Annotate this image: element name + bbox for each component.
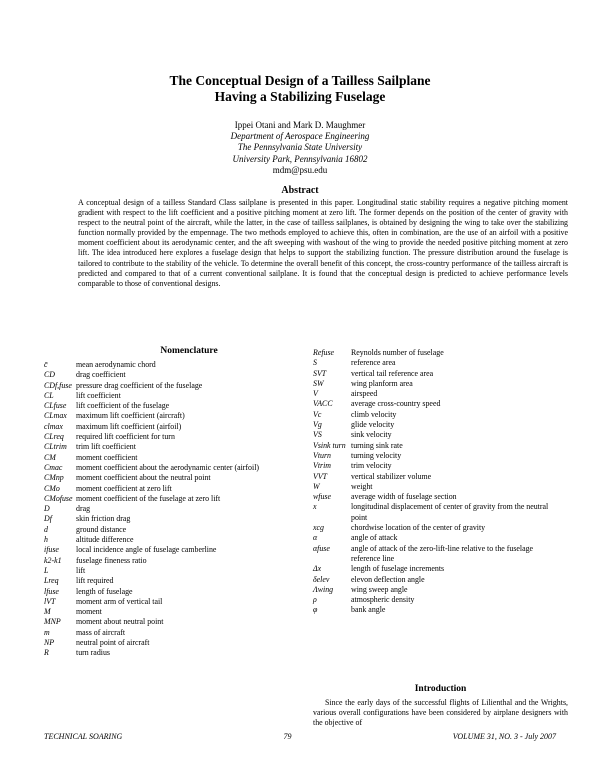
- nomenclature-entry: [44, 514, 344, 524]
- nomenclature-description: moment about neutral point: [76, 617, 164, 627]
- nomenclature-symbol: α: [313, 533, 318, 543]
- nomenclature-entry: [313, 472, 563, 482]
- nomenclature-entry: [44, 638, 344, 648]
- nomenclature-entry: [44, 484, 344, 494]
- nomenclature-description: pressure drag coefficient of the fuselage: [76, 380, 203, 390]
- nomenclature-description: length of fuselage: [76, 586, 133, 596]
- nomenclature-symbol: h: [44, 535, 48, 545]
- nomenclature-entry: [313, 451, 563, 461]
- introduction-text: Since the early days of the successful flights of Lilienthal and the Wrights, various overall configurations have been considered by airplane designers with the objective of: [313, 698, 568, 728]
- footer-journal: TECHNICAL SOARING: [44, 732, 123, 741]
- nomenclature-symbol: lVT: [44, 596, 56, 606]
- nomenclature-left-column: [44, 360, 344, 659]
- nomenclature-symbol: m: [44, 627, 50, 637]
- nomenclature-description: moment coefficient about the neutral point: [76, 473, 211, 483]
- nomenclature-description: ground distance: [76, 524, 127, 534]
- nomenclature-entry: [44, 442, 344, 452]
- nomenclature-description: weight: [351, 481, 373, 491]
- nomenclature-description: angle of attack of the zero-lift-line relative to the fuselage reference line: [351, 543, 534, 563]
- nomenclature-description: lift coefficient: [76, 390, 121, 400]
- nomenclature-entry: [313, 595, 563, 605]
- nomenclature-description: vertical stabilizer volume: [351, 471, 432, 481]
- nomenclature-symbol: Lreq: [44, 576, 59, 586]
- nomenclature-entry: [313, 575, 563, 585]
- nomenclature-right-column: [313, 348, 563, 616]
- nomenclature-symbol: δelev: [313, 574, 330, 584]
- nomenclature-description: longitudinal displacement of center of gravity from the neutral point: [351, 502, 549, 522]
- nomenclature-entry: [44, 607, 344, 617]
- nomenclature-entry: [313, 410, 563, 420]
- nomenclature-entry: [313, 482, 563, 492]
- nomenclature-description: maximum lift coefficient (aircraft): [76, 411, 185, 421]
- nomenclature-entry: [313, 358, 563, 368]
- nomenclature-symbol: VVT: [313, 471, 328, 481]
- nomenclature-entry: [44, 370, 344, 380]
- nomenclature-description: moment coefficient at zero lift: [76, 483, 172, 493]
- nomenclature-entry: [44, 453, 344, 463]
- nomenclature-description: atmospheric density: [351, 595, 415, 605]
- nomenclature-description: fuselage fineness ratio: [76, 555, 147, 565]
- nomenclature-symbol: CM: [44, 452, 56, 462]
- nomenclature-entry: [313, 420, 563, 430]
- nomenclature-entry: [44, 432, 344, 442]
- nomenclature-entry: [313, 441, 563, 451]
- nomenclature-description: required lift coefficient for turn: [76, 432, 175, 442]
- nomenclature-entry: [44, 617, 344, 627]
- nomenclature-description: Reynolds number of fuselage: [351, 348, 444, 357]
- nomenclature-symbol: CLtrim: [44, 442, 67, 452]
- nomenclature-symbol: wfuse: [313, 492, 331, 502]
- nomenclature-description: wing sweep angle: [351, 584, 408, 594]
- nomenclature-symbol: L: [44, 565, 49, 575]
- nomenclature-symbol: ifuse: [44, 545, 59, 555]
- nomenclature-entry: [313, 348, 563, 358]
- nomenclature-symbol: Vc: [313, 409, 322, 419]
- nomenclature-description: neutral point of aircraft: [76, 638, 150, 648]
- nomenclature-symbol: R: [44, 648, 49, 658]
- nomenclature-description: turning velocity: [351, 450, 402, 460]
- affiliation-address: University Park, Pennsylvania 16802: [232, 153, 368, 164]
- nomenclature-description: length of fuselage increments: [351, 564, 445, 574]
- nomenclature-description: vertical tail reference area: [351, 368, 434, 378]
- nomenclature-entry: [313, 585, 563, 595]
- nomenclature-symbol: CLfuse: [44, 401, 67, 411]
- nomenclature-description: climb velocity: [351, 409, 397, 419]
- nomenclature-entry: [44, 648, 344, 658]
- nomenclature-symbol: xcg: [313, 523, 324, 533]
- nomenclature-symbol: V: [313, 389, 318, 399]
- nomenclature-entry: [313, 389, 563, 399]
- nomenclature-entry: [313, 605, 563, 615]
- nomenclature-symbol: k2-k1: [44, 555, 62, 565]
- nomenclature-symbol: Cmac: [44, 462, 63, 472]
- abstract-text: A conceptual design of a tailless Standard Class sailplane is presented in this paper. Longitudinal static stability requires a negative pitching moment gradient with respect to the lift coefficient and a positive pitching moment at zero lift. The former depends on the position of the center of gravity with respect to the neutral point of the aircraft, while the latter, in the case of tailless sailplanes, is obtained by designing the wing to take over the stabilizing function normally provided by the empennage. The two methods employed to achieve this, often in combination, are the use of an airfoil with a positive moment coefficient about its aerodynamic center, and the aft sweeping with washout of the wing to provide the needed positive pitching moment at zero lift. The idea introduced here explores a fuselage design that helps to support the stabilizing function. The pressure distribution around the fuselage is tailored to contribute to the stability of the vehicle. To determine the overall benefit of this concept, the cross-country performance of the tailless aircraft is predicted and compared to that of a current conventional sailplane. It is found that the conceptual design is predicted to achieve performance levels comparable to those of conventional designs.: [78, 198, 568, 288]
- nomenclature-description: airspeed: [351, 389, 378, 399]
- nomenclature-description: turning sink rate: [351, 440, 403, 450]
- nomenclature-entry: [44, 535, 344, 545]
- nomenclature-description: maximum lift coefficient (airfoil): [76, 421, 182, 431]
- abstract-heading: Abstract: [281, 185, 319, 196]
- nomenclature-symbol: SW: [313, 378, 324, 388]
- nomenclature-description: moment coefficient about the aerodynamic center (airfoil): [76, 462, 260, 472]
- nomenclature-entry: [44, 422, 344, 432]
- nomenclature-symbol: d: [44, 524, 48, 534]
- nomenclature-symbol: CMnp: [44, 473, 64, 483]
- nomenclature-symbol: W: [313, 481, 320, 491]
- nomenclature-entry: [44, 411, 344, 421]
- nomenclature-symbol: SVT: [313, 368, 327, 378]
- nomenclature-entry: [44, 381, 344, 391]
- nomenclature-description: trim velocity: [351, 461, 392, 471]
- nomenclature-symbol: αfuse: [313, 543, 330, 553]
- nomenclature-entry: [313, 369, 563, 379]
- nomenclature-entry: [313, 523, 563, 533]
- nomenclature-symbol: ρ: [313, 595, 317, 605]
- paper-title: [0, 73, 600, 105]
- nomenclature-symbol: Df: [44, 514, 52, 524]
- nomenclature-symbol: CMofuse: [44, 493, 73, 503]
- nomenclature-symbol: Refuse: [313, 348, 335, 357]
- page-footer: [44, 732, 556, 741]
- author-names: Ippei Otani and Mark D. Maughmer: [234, 120, 366, 130]
- nomenclature-entry: [44, 556, 344, 566]
- nomenclature-symbol: φ: [313, 605, 318, 615]
- nomenclature-description: glide velocity: [351, 420, 395, 430]
- nomenclature-entry: [313, 533, 563, 543]
- nomenclature-symbol: CD: [44, 370, 55, 380]
- nomenclature-description: moment coefficient: [76, 452, 138, 462]
- nomenclature-entry: [313, 544, 563, 565]
- nomenclature-symbol: Λwing: [313, 584, 334, 594]
- nomenclature-symbol: VACC: [313, 399, 333, 409]
- nomenclature-entry: [313, 379, 563, 389]
- nomenclature-description: mass of aircraft: [76, 627, 126, 637]
- nomenclature-entry: [44, 360, 344, 370]
- nomenclature-description: bank angle: [351, 605, 386, 615]
- nomenclature-entry: [313, 564, 563, 574]
- nomenclature-description: lift required: [76, 576, 114, 586]
- nomenclature-symbol: x: [313, 502, 317, 512]
- nomenclature-symbol: CL: [44, 390, 54, 400]
- nomenclature-symbol: Vtrim: [313, 461, 331, 471]
- footer-issue: VOLUME 31, NO. 3 - July 2007: [452, 732, 556, 741]
- introduction-heading: Introduction: [414, 684, 467, 694]
- nomenclature-symbol: CLreq: [44, 432, 64, 442]
- nomenclature-description: drag coefficient: [76, 370, 126, 380]
- author-block: [0, 120, 600, 176]
- nomenclature-entry: [44, 401, 344, 411]
- nomenclature-description: elevon deflection angle: [351, 574, 425, 584]
- nomenclature-symbol: c̄: [44, 360, 48, 369]
- nomenclature-symbol: S: [313, 358, 317, 368]
- nomenclature-entry: [44, 525, 344, 535]
- nomenclature-description: skin friction drag: [76, 514, 131, 524]
- nomenclature-description: drag: [76, 504, 91, 514]
- nomenclature-description: average width of fuselage section: [351, 492, 457, 502]
- nomenclature-entry: [313, 430, 563, 440]
- nomenclature-entry: [44, 463, 344, 473]
- nomenclature-entry: [313, 461, 563, 471]
- nomenclature-description: moment arm of vertical tail: [76, 596, 163, 606]
- nomenclature-entry: [44, 391, 344, 401]
- nomenclature-symbol: M: [44, 607, 51, 617]
- nomenclature-description: trim lift coefficient: [76, 442, 136, 452]
- affiliation-university: The Pennsylvania State University: [237, 142, 363, 153]
- nomenclature-entry: [44, 494, 344, 504]
- nomenclature-entry: [313, 492, 563, 502]
- title-line-2: Having a Stabilizing Fuselage: [214, 89, 386, 104]
- nomenclature-symbol: Vsink turn: [313, 440, 346, 450]
- nomenclature-entry: [44, 473, 344, 483]
- nomenclature-entry: [44, 576, 344, 586]
- author-email: mdm@psu.edu: [272, 164, 328, 175]
- nomenclature-description: mean aerodynamic chord: [76, 360, 156, 369]
- nomenclature-entry: [44, 597, 344, 607]
- nomenclature-description: lift: [76, 565, 86, 575]
- nomenclature-symbol: CMo: [44, 483, 60, 493]
- nomenclature-entry: [44, 545, 344, 555]
- nomenclature-symbol: MNP: [44, 617, 61, 627]
- nomenclature-description: moment coefficient of the fuselage at zero lift: [76, 493, 221, 503]
- nomenclature-entry: [313, 399, 563, 409]
- nomenclature-heading: Nomenclature: [160, 346, 218, 356]
- affiliation-department: Department of Aerospace Engineering: [230, 131, 370, 142]
- nomenclature-symbol: CDf,fuse: [44, 380, 72, 390]
- nomenclature-description: turn radius: [76, 648, 110, 658]
- nomenclature-description: sink velocity: [351, 430, 392, 440]
- nomenclature-entry: [44, 504, 344, 514]
- nomenclature-symbol: Vturn: [313, 450, 331, 460]
- nomenclature-description: local incidence angle of fuselage camberline: [76, 545, 217, 555]
- nomenclature-symbol: Δx: [313, 564, 322, 574]
- nomenclature-entry: [44, 628, 344, 638]
- nomenclature-entry: [313, 502, 563, 523]
- nomenclature-description: chordwise location of the center of gravity: [351, 523, 486, 533]
- title-line-1: The Conceptual Design of a Tailless Sailplane: [169, 73, 431, 88]
- nomenclature-description: moment: [76, 607, 102, 617]
- nomenclature-description: average cross-country speed: [351, 399, 441, 409]
- nomenclature-entry: [44, 587, 344, 597]
- nomenclature-symbol: lfuse: [44, 586, 59, 596]
- nomenclature-description: wing planform area: [351, 378, 413, 388]
- nomenclature-entry: [44, 566, 344, 576]
- nomenclature-symbol: clmax: [44, 421, 63, 431]
- nomenclature-description: lift coefficient of the fuselage: [76, 401, 170, 411]
- nomenclature-symbol: D: [44, 504, 50, 514]
- nomenclature-symbol: VS: [313, 430, 322, 440]
- nomenclature-symbol: Vg: [313, 420, 322, 430]
- nomenclature-description: altitude difference: [76, 535, 134, 545]
- nomenclature-description: angle of attack: [351, 533, 398, 543]
- footer-page-number: 79: [283, 732, 292, 741]
- nomenclature-description: reference area: [351, 358, 396, 368]
- nomenclature-symbol: CLmax: [44, 411, 67, 421]
- nomenclature-symbol: NP: [44, 638, 55, 648]
